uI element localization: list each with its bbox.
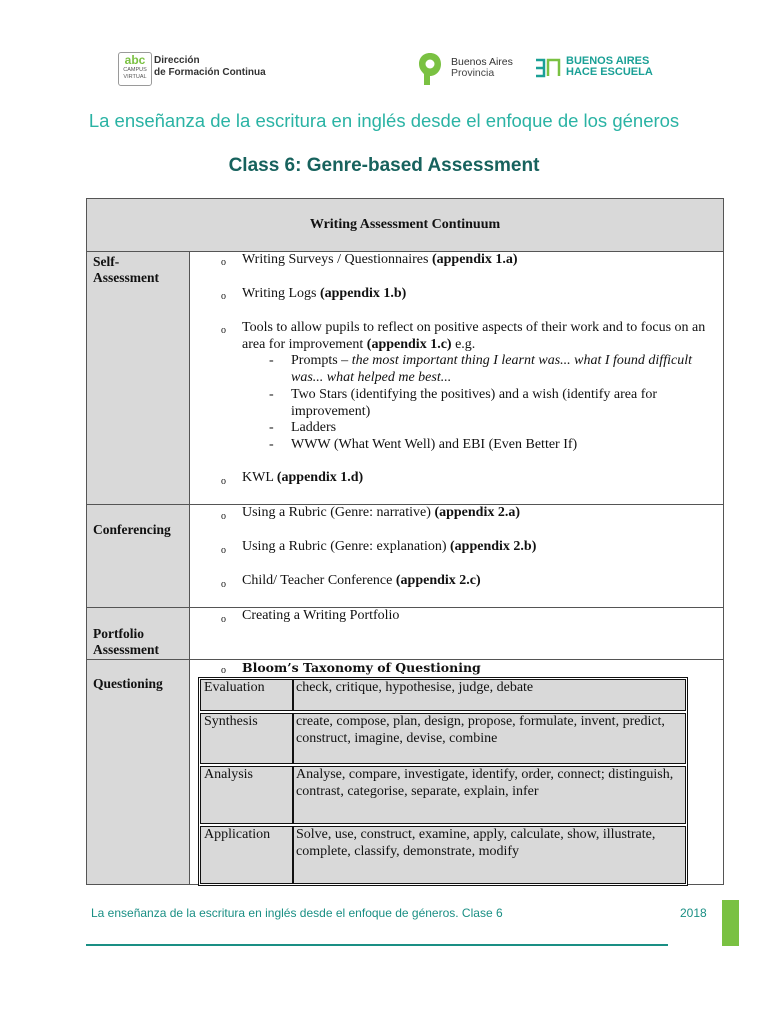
- provincia-line-2: Provincia: [451, 67, 495, 79]
- class-title: Class 6: Genre-based Assessment: [228, 155, 540, 176]
- direccion-line-2: de Formación Continua: [154, 67, 266, 78]
- bloom-taxonomy-title: Bloom’s Taxonomy of Questioning: [242, 660, 481, 675]
- bloom-verbs: create, compose, plan, design, propose, formulate, invent, predict, construct, imagine, devise, combine: [293, 713, 686, 764]
- table-row: [199, 712, 687, 765]
- list-item: KWL (appendix 1.d): [242, 470, 364, 485]
- questioning-label: Questioning: [87, 660, 190, 884]
- bloom-taxonomy-table: [198, 677, 688, 886]
- list-item: Using a Rubric (Genre: explanation) (appendix 2.b): [242, 539, 537, 554]
- bullet-icon: o: [221, 325, 226, 336]
- bloom-level: Evaluation: [200, 679, 293, 711]
- bullet-icon: o: [221, 579, 226, 590]
- bloom-verbs: Analyse, compare, investigate, identify, order, connect; distinguish, contrast, categorise, separate, explain, infer: [293, 766, 686, 824]
- portfolio-row: [87, 608, 723, 660]
- table-row: [199, 825, 687, 885]
- bullet-icon: o: [221, 545, 226, 556]
- sub-list-item: Prompts – the most important thing I learnt was... what I found difficult was... what helped me best...: [291, 353, 692, 385]
- list-item: Child/ Teacher Conference (appendix 2.c): [242, 573, 481, 588]
- questioning-row: [87, 660, 723, 884]
- bloom-verbs: Solve, use, construct, examine, apply, calculate, show, illustrate, complete, classify, demonstrate, modify: [293, 826, 686, 884]
- conferencing-row: [87, 505, 723, 608]
- conferencing-label: Conferencing: [87, 505, 190, 607]
- provincia-line-1: Buenos Aires: [451, 56, 513, 68]
- hace-escuela-line-2: HACE ESCUELA: [566, 66, 653, 78]
- portfolio-label: Portfolio Assessment: [87, 608, 190, 659]
- buenos-aires-hace-escuela-text: [566, 56, 653, 78]
- dash-marker: -: [269, 437, 274, 452]
- self-assessment-row: [87, 252, 723, 505]
- bullet-icon: o: [221, 614, 226, 625]
- direccion-line-1: Dirección: [154, 55, 200, 66]
- bullet-icon: o: [221, 665, 226, 676]
- writing-assessment-table: [86, 198, 724, 885]
- list-item: Tools to allow pupils to reflect on positive aspects of their work and to focus on an area for improvement (appendix 1.c) e.g.: [242, 320, 706, 352]
- bullet-icon: o: [221, 511, 226, 522]
- dash-marker: -: [269, 387, 274, 402]
- questioning-content: [190, 660, 723, 884]
- provincia-pin-icon: [418, 52, 442, 86]
- direccion-formacion-continua-text: [154, 55, 266, 79]
- bloom-verbs: check, critique, hypothesise, judge, debate: [293, 679, 686, 711]
- bloom-level: Application: [200, 826, 293, 884]
- dash-marker: -: [269, 353, 274, 368]
- abc-campus-virtual-logo: [118, 52, 152, 86]
- abc-logo-sub: CAMPUS VIRTUAL: [123, 67, 147, 80]
- dash-marker: -: [269, 420, 274, 435]
- sub-list-item: Ladders: [291, 420, 337, 435]
- list-item: Writing Surveys / Questionnaires (appendix 1.a): [242, 252, 518, 267]
- sub-list-item: Two Stars (identifying the positives) and a wish (identify area for improvement): [291, 387, 658, 419]
- buenos-aires-provincia-text: [451, 57, 513, 79]
- table-header: Writing Assessment Continuum: [87, 199, 723, 252]
- footer-accent-bar: [722, 900, 739, 946]
- footer-divider: [86, 944, 668, 946]
- portfolio-content: [190, 608, 723, 659]
- sub-list-item: WWW (What Went Well) and EBI (Even Better If): [291, 437, 578, 452]
- bullet-icon: o: [221, 476, 226, 487]
- document-title: La enseñanza de la escritura en inglés desde el enfoque de los géneros: [88, 110, 680, 131]
- conferencing-content: [190, 505, 723, 607]
- footer-text: La enseñanza de la escritura en inglés desde el enfoque de géneros. Clase 6: [91, 906, 503, 920]
- self-assessment-label: Self-Assessment: [87, 252, 190, 504]
- list-item: Creating a Writing Portfolio: [242, 608, 400, 623]
- abc-logo-word: abc: [124, 53, 146, 67]
- table-row: [199, 765, 687, 825]
- footer-year: 2018: [680, 906, 707, 920]
- bullet-icon: o: [221, 257, 226, 268]
- list-item: Writing Logs (appendix 1.b): [242, 286, 407, 301]
- hace-escuela-icon: [534, 57, 562, 79]
- hace-escuela-line-1: BUENOS AIRES: [566, 55, 650, 67]
- bullet-icon: o: [221, 291, 226, 302]
- bloom-level: Analysis: [200, 766, 293, 824]
- table-row: [199, 678, 687, 712]
- bloom-level: Synthesis: [200, 713, 293, 764]
- self-assessment-content: [190, 252, 723, 504]
- list-item: Using a Rubric (Genre: narrative) (appendix 2.a): [242, 505, 521, 520]
